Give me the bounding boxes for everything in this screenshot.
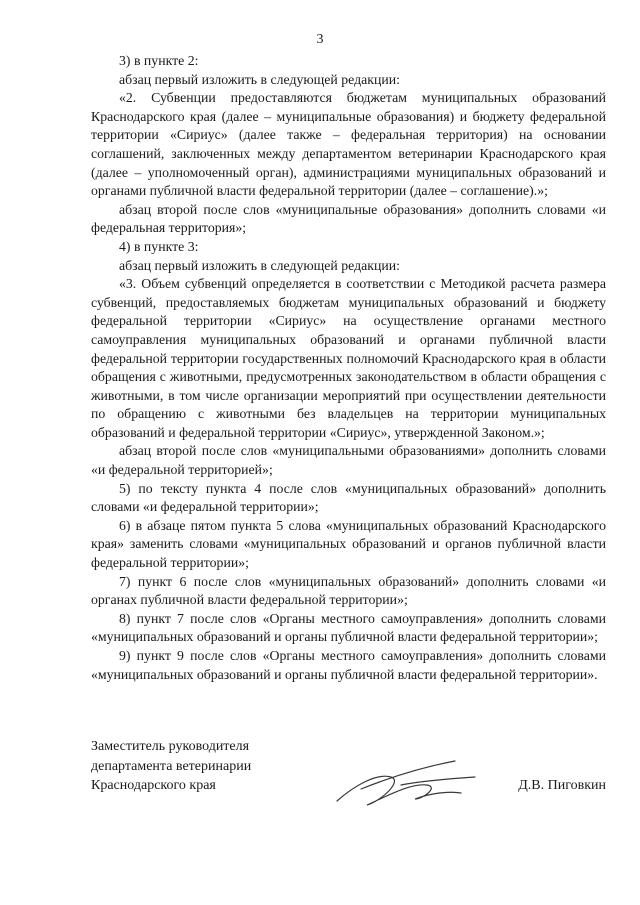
signatory-name: Д.В. Пиговкин <box>518 778 606 793</box>
position-line: Краснодарского края <box>91 778 216 793</box>
position-line: Заместитель руководителя <box>91 739 250 754</box>
paragraph: 7) пункт 6 после слов «муниципальных образований» дополнить словами «и органах публичной власти федеральной территории»; <box>91 573 606 608</box>
paragraph: абзац второй после слов «муниципальными образованиями» дополнить словами «и федеральной территорией»; <box>91 443 606 478</box>
paragraph: абзац второй после слов «муниципальные образования» дополнить словами «и федеральная территория»; <box>91 201 606 236</box>
paragraph: 6) в абзаце пятом пункта 5 слова «муниципальных образований Краснодарского края» заменить словами «муниципальных образований и органов публичной власти федеральной территории»; <box>91 517 606 571</box>
page-number: 3 <box>316 32 324 47</box>
paragraph: 5) по тексту пункта 4 после слов «муниципальных образований» дополнить словами «и федеральной территории»; <box>91 480 606 515</box>
document-body <box>91 52 606 684</box>
position-line: департамента ветеринарии <box>91 758 252 774</box>
paragraph: абзац первый изложить в следующей редакции: <box>119 257 400 273</box>
paragraph: 8) пункт 7 после слов «Органы местного самоуправления» дополнить словами «муниципальных образований и органы публичной власти федеральной территории»; <box>91 610 606 645</box>
signature-block <box>91 737 606 796</box>
paragraph: 9) пункт 9 после слов «Органы местного самоуправления» дополнить словами «муниципальных образований и органы публичной власти федеральной территории». <box>91 648 606 682</box>
paragraph: «3. Объем субвенций определяется в соответствии с Методикой расчета размера субвенций, предоставляемых бюджетам муниципальных образований и бюджету федеральной территории «Сириус» на осуществление органами местного самоуправления муниципальных образований и органами публичной власти федеральной территории государственных полномочий Краснодарского края в области обращения с животными, предусмотренных законодательством в области обращения с животными, в том числе организации мероприятий при осуществлении деятельности по обращению с животными без владельцев на территории муниципальных образований и федеральной территории «Сириус», утвержденной Законом.»; <box>91 276 606 440</box>
paragraph: «2. Субвенции предоставляются бюджетам муниципальных образований Краснодарского края (далее – муниципальные образования) и бюджету федеральной территории «Сириус» (далее также – федеральная территория) на основании соглашений, заключенных между департаментом ветеринарии Краснодарского края (далее – уполномоченный орган), администрациями муниципальных образований и органами публичной власти федеральной территории (далее – соглашение).»; <box>91 90 606 199</box>
handwritten-signature <box>331 755 481 815</box>
paragraph: 4) в пункте 3: <box>119 238 199 254</box>
paragraph: абзац первый изложить в следующей редакции: <box>119 71 400 87</box>
paragraph: 3) в пункте 2: <box>119 53 199 68</box>
